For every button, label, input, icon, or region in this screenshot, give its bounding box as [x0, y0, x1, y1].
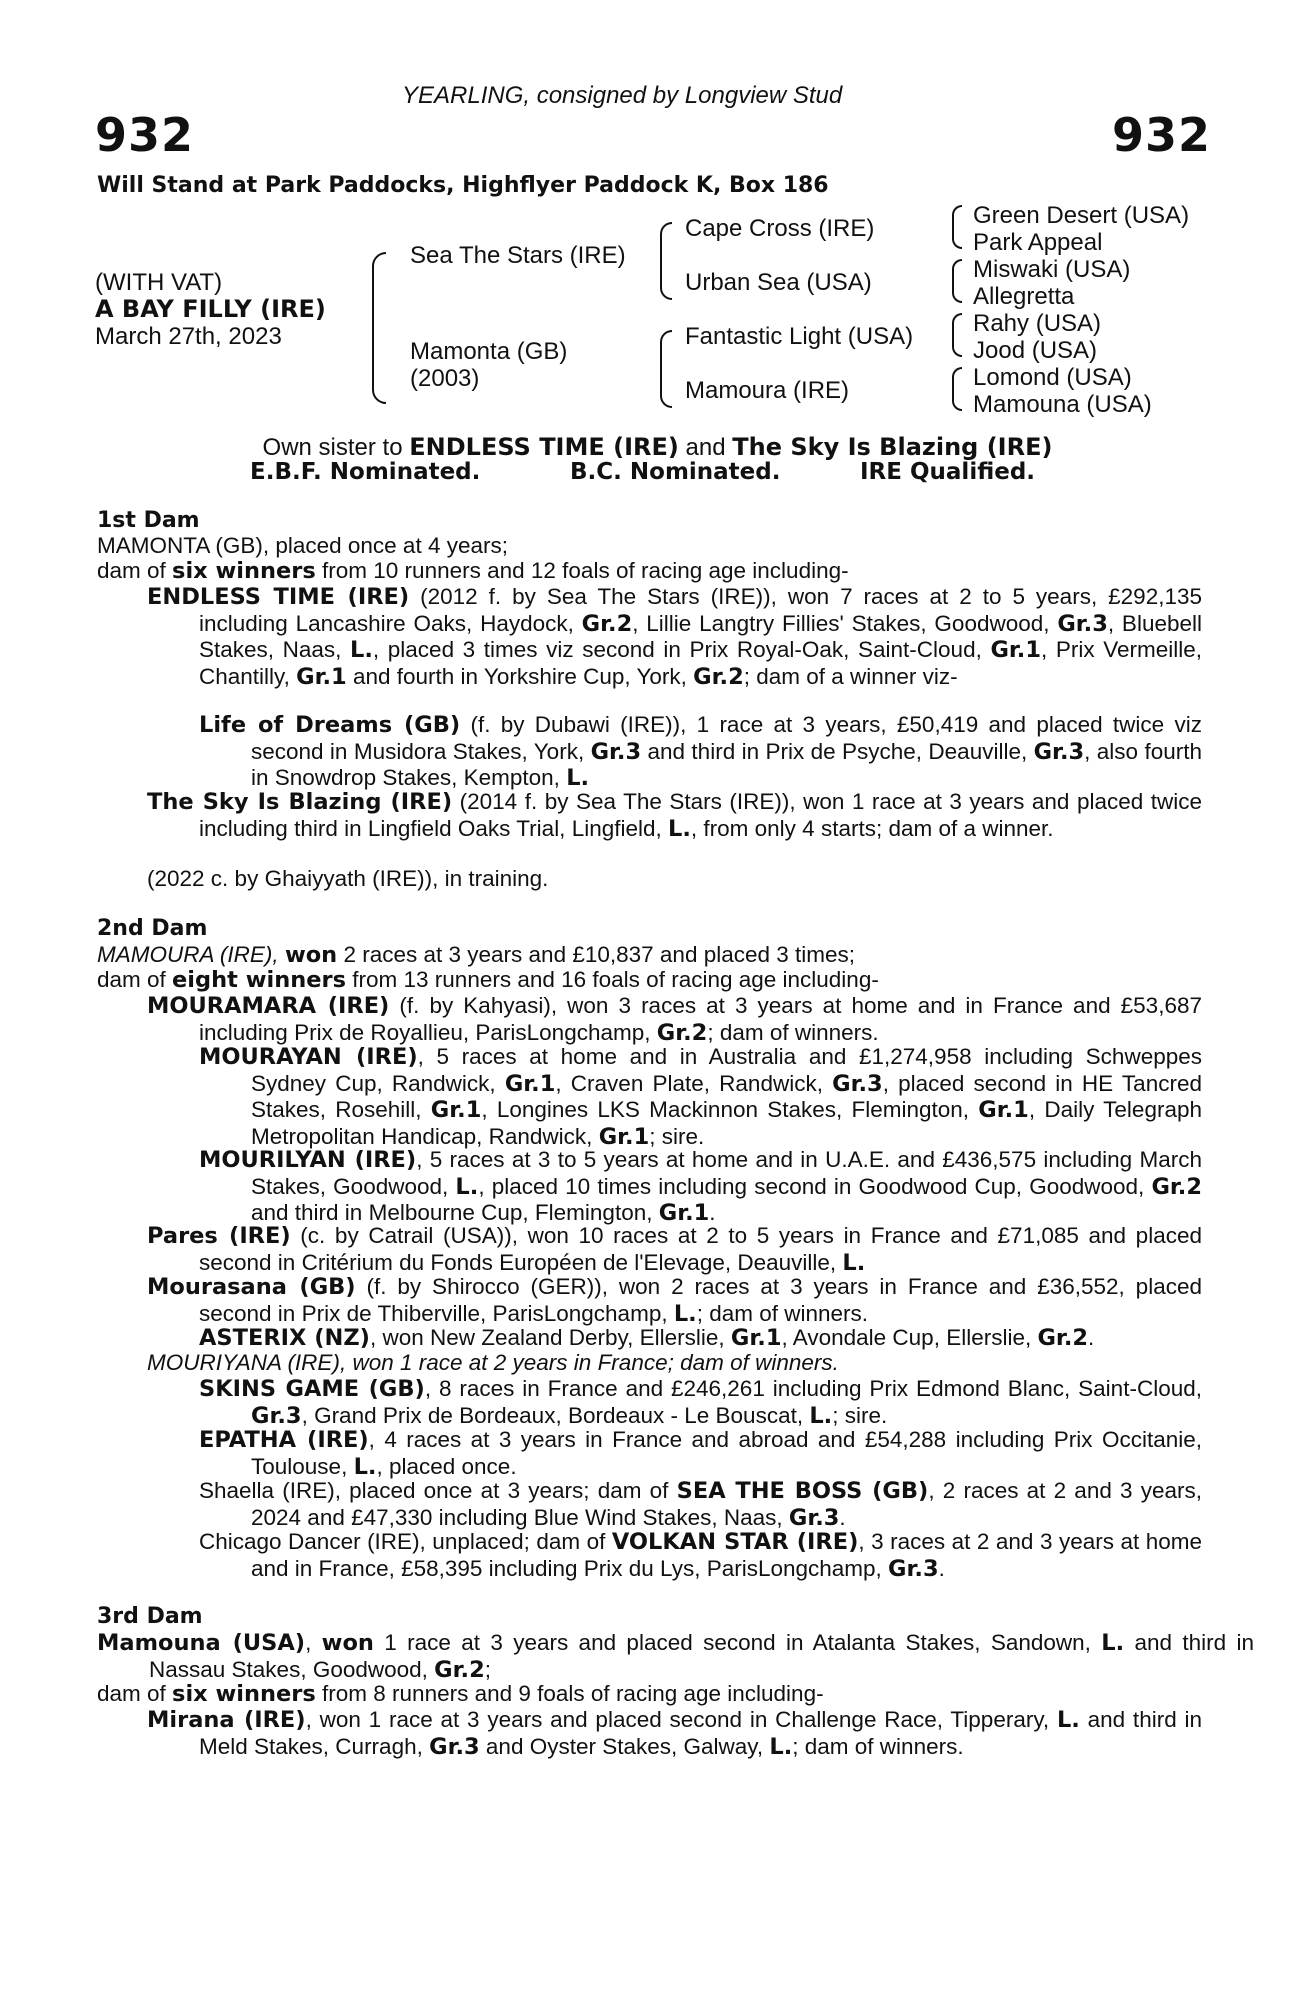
pedigree-dam: Mamonta (GB) [410, 338, 568, 365]
pedigree-g3-4: Allegretta [973, 283, 1075, 310]
progeny-chicago-dancer [199, 1529, 1202, 1582]
text-run: , [305, 1630, 322, 1655]
text-run: (f. by Dubawi (IRE)), 1 race at 3 years, £50,419 and placed twice viz second in Musidora Stakes, York, [251, 712, 1202, 764]
pedigree-sire-dam: Urban Sea (USA) [685, 269, 872, 296]
pares-name: Pares (IRE) [147, 1223, 291, 1249]
text-run: and fourth in Yorkshire Cup, York, [346, 663, 694, 689]
grade-badge: L. [668, 815, 691, 842]
grade-badge: L. [769, 1733, 793, 1760]
horse-name: A BAY FILLY (IRE) [95, 295, 326, 323]
text-run: 2 races at 3 years and £10,837 and placed 3 times; [337, 942, 856, 967]
text-run: , placed 3 times viz second in Prix Royal-Oak, Saint-Cloud, [372, 637, 991, 663]
mourayan-name: MOURAYAN (IRE) [199, 1044, 418, 1070]
text-run: , won 1 race at 2 years in France; dam of winners. [339, 1350, 839, 1375]
grade-badge: Gr.1 [504, 1070, 556, 1097]
stand-location: Will Stand at Park Paddocks, Highflyer Paddock K, Box 186 [97, 173, 829, 198]
grade-badge: L. [809, 1402, 833, 1429]
text-run: ; sire. [649, 1123, 705, 1149]
pedigree-g3-7: Lomond (USA) [973, 364, 1132, 391]
pedigree-brace-dam [660, 330, 672, 408]
progeny-mourilyan [199, 1147, 1203, 1227]
text-run: , 3 races at 2 and 3 years at home and in France, £58,395 including Prix du Lys, ParisLongchamp, [251, 1529, 1202, 1581]
text-run: and Oyster Stakes, Galway, [479, 1733, 770, 1759]
skins-game-name: SKINS GAME (GB) [199, 1376, 425, 1402]
text-run: , also fourth in Snowdrop Stakes, Kempton, [251, 738, 1202, 791]
grade-badge: L. [1101, 1630, 1125, 1656]
text-run: , 8 races in France and £246,261 including Prix Edmond Blanc, Saint-Cloud, [424, 1376, 1202, 1401]
second-dam-summary [97, 967, 879, 994]
text-run: and third in Nassau Stakes, Goodwood, [149, 1630, 1254, 1682]
grade-badge: L. [353, 1453, 377, 1480]
consigned-line: YEARLING, consigned by Longview Stud [402, 82, 843, 109]
progeny-shaella [199, 1478, 1202, 1531]
text-run: (2014 f. by Sea The Stars (IRE)), won 1 race at 3 years and placed twice including third in Lingfield Oaks Trial, Lingfield, [199, 789, 1202, 841]
vat-note: (WITH VAT) [95, 269, 223, 296]
text-run: , placed once. [376, 1453, 517, 1479]
pedigree-dam-dam: Mamoura (IRE) [685, 377, 850, 404]
grade-badge: Gr.3 [590, 738, 642, 765]
ire-qualified: IRE Qualified. [860, 459, 1036, 485]
mourasana-name: Mourasana (GB) [147, 1274, 356, 1300]
text-run: , Lillie Langtry Fillies' Stakes, Goodwood, [632, 610, 1058, 636]
text-run: (2012 f. by Sea The Stars (IRE)), won 7 races at 2 to 5 years, £292,135 including Lancashire Oaks, Haydock, [199, 584, 1202, 636]
mouriyana-name: MOURIYANA (IRE) [147, 1350, 340, 1375]
volkan-star-name: VOLKAN STAR (IRE) [611, 1529, 859, 1555]
grade-badge: Gr.2 [656, 1019, 708, 1046]
mouramara-name: MOURAMARA (IRE) [147, 993, 390, 1019]
chicago-dancer-text: Chicago Dancer (IRE), unplaced; dam of [199, 1529, 612, 1554]
progeny-life-of-dreams [199, 712, 1202, 792]
text-run: ; dam of a winner viz- [743, 663, 958, 689]
grade-badge: Gr.2 [1037, 1325, 1089, 1351]
text-run: , Daily Telegraph Metropolitan Handicap, Randwick, [251, 1097, 1202, 1149]
second-dam-intro [97, 942, 855, 969]
own-sister-line [0, 433, 1315, 462]
pedigree-brace-sd [952, 259, 962, 303]
pedigree-g3-3: Miswaki (USA) [973, 256, 1131, 283]
grade-badge: L. [673, 1300, 697, 1327]
text-run: ; [484, 1656, 491, 1682]
text-run: , from only 4 starts; dam of a winner. [690, 815, 1054, 841]
sea-the-boss-name: SEA THE BOSS (GB) [676, 1478, 929, 1504]
lot-number-right: 932 [1112, 108, 1212, 162]
fd-summary-c: from 10 runners and 12 foals of racing age including- [315, 558, 849, 583]
text-run: from 13 runners and 16 foals of racing age including- [346, 967, 879, 992]
text-run: , 5 races at 3 to 5 years at home and in U.A.E. and £436,575 including March Stakes, Goodwood, [251, 1147, 1202, 1199]
grade-badge: Gr.3 [429, 1733, 480, 1760]
pedigree-dam-sire: Fantastic Light (USA) [685, 323, 914, 350]
text-run: , placed 10 times including second in Goodwood Cup, Goodwood, [478, 1173, 1152, 1199]
shaella-text: Shaella (IRE), placed once at 3 years; dam of [199, 1478, 677, 1503]
own-sister-and: and [678, 434, 733, 461]
progeny-mourayan [199, 1044, 1202, 1150]
endless-time-name: ENDLESS TIME (IRE) [147, 584, 410, 610]
pedigree-g3-5: Rahy (USA) [973, 310, 1102, 337]
life-of-dreams-name: Life of Dreams (GB) [199, 712, 461, 738]
td-summary-winners: six winners [172, 1681, 316, 1707]
pedigree-brace-sire [660, 222, 672, 300]
text-run: . [1088, 1325, 1095, 1350]
won-label: won [284, 942, 338, 968]
grade-badge: L. [566, 765, 590, 792]
progeny-mouriyana [147, 1350, 839, 1376]
pedigree-brace-ds [952, 313, 962, 357]
text-run: , Prix Vermeille, Chantilly, [199, 637, 1202, 689]
won-label: won [321, 1630, 374, 1656]
text-run: ; dam of winners. [696, 1300, 869, 1326]
first-dam-intro: MAMONTA (GB), placed once at 4 years; [97, 533, 508, 558]
own-sister-name-1: ENDLESS TIME (IRE) [409, 433, 679, 461]
mamouna-name: Mamouna (USA) [97, 1630, 306, 1656]
grade-badge: Gr.1 [296, 663, 347, 690]
fd-summary-a: dam of [97, 558, 173, 583]
text-run: , Longines LKS Mackinnon Stakes, Flemington, [481, 1097, 979, 1123]
grade-badge: Gr.3 [1057, 610, 1108, 637]
grade-badge: L. [1056, 1707, 1080, 1733]
text-run: (f. by Kahyasi), won 3 races at 3 years at home and in France and £53,687 including Prix de Royallieu, ParisLongchamp, [199, 993, 1202, 1045]
pedigree-sire: Sea The Stars (IRE) [410, 242, 626, 269]
text-run: . [709, 1200, 716, 1226]
asterix-name: ASTERIX (NZ) [199, 1325, 370, 1351]
progeny-endless-time [147, 584, 1202, 690]
pedigree-brace-ss [952, 205, 962, 249]
text-run: , placed second in HE Tancred Stakes, Rosehill, [251, 1070, 1202, 1123]
grade-badge: Gr.3 [251, 1402, 302, 1429]
text-run: dam of [97, 967, 173, 992]
sd-summary-winners: eight winners [172, 967, 347, 993]
horse-dob: March 27th, 2023 [95, 323, 282, 350]
text-run: , Avondale Cup, Ellerslie, [781, 1325, 1038, 1350]
lot-number-left: 932 [95, 108, 195, 162]
text-run: , 5 races at home and in Australia and £1,274,958 including Schweppes Sydney Cup, Randwick, [251, 1044, 1202, 1096]
text-run: , won New Zealand Derby, Ellerslie, [369, 1325, 731, 1350]
grade-badge: Gr.1 [658, 1200, 710, 1227]
grade-badge: Gr.3 [788, 1504, 840, 1531]
progeny-pares [147, 1223, 1202, 1276]
epatha-name: EPATHA (IRE) [199, 1427, 369, 1453]
text-run: ; dam of winners. [792, 1733, 964, 1759]
pedigree-g3-1: Green Desert (USA) [973, 202, 1190, 229]
text-run: , Bluebell Stakes, Naas, [199, 610, 1202, 663]
text-run: and third in Melbourne Cup, Flemington, [251, 1200, 659, 1226]
pedigree-g3-6: Jood (USA) [973, 337, 1098, 364]
grade-badge: Gr.3 [888, 1555, 939, 1582]
progeny-2022-colt: (2022 c. by Ghaiyyath (IRE)), in training. [147, 866, 549, 891]
progeny-mirana [147, 1707, 1202, 1760]
pedigree-g3-2: Park Appeal [973, 229, 1103, 256]
first-dam-summary [97, 558, 849, 585]
pedigree-g3-8: Mamouna (USA) [973, 391, 1152, 418]
progeny-mourasana [147, 1274, 1202, 1327]
grade-badge: Gr.1 [730, 1325, 782, 1351]
progeny-mouramara [147, 993, 1202, 1046]
sky-is-blazing-name: The Sky Is Blazing (IRE) [147, 789, 453, 815]
second-dam-heading: 2nd Dam [97, 916, 208, 941]
text-run: and third in Prix de Psyche, Deauville, [641, 738, 1034, 764]
text-run: . [839, 1504, 846, 1530]
third-dam-summary [97, 1681, 824, 1708]
text-run: . [938, 1555, 945, 1581]
text-run: , Grand Prix de Bordeaux, Bordeaux - Le Bouscat, [301, 1402, 810, 1428]
progeny-skins-game [199, 1376, 1202, 1429]
text-run: (c. by Catrail (USA)), won 10 races at 2 to 5 years in France and £71,085 and placed second in Critérium du Fonds Européen de l'Elevage, Deauville, [199, 1223, 1202, 1275]
text-run: ; dam of winners. [707, 1019, 879, 1045]
text-run: , [272, 942, 285, 967]
mourilyan-name: MOURILYAN (IRE) [199, 1147, 417, 1173]
grade-badge: L. [842, 1249, 866, 1276]
first-dam-heading: 1st Dam [97, 508, 200, 533]
progeny-asterix [199, 1325, 1094, 1352]
grade-badge: Gr.1 [990, 637, 1041, 664]
grade-badge: Gr.2 [693, 663, 744, 690]
grade-badge: Gr.1 [598, 1123, 650, 1150]
text-run: , won 1 race at 3 years and placed second in Challenge Race, Tipperary, [305, 1707, 1057, 1732]
mirana-name: Mirana (IRE) [147, 1707, 306, 1733]
bc-nominated: B.C. Nominated. [570, 459, 781, 485]
grade-badge: Gr.2 [1151, 1173, 1203, 1200]
pedigree-dam-year: (2003) [410, 365, 480, 392]
text-run: , Craven Plate, Randwick, [555, 1070, 833, 1096]
grade-badge: Gr.1 [430, 1097, 482, 1124]
progeny-epatha [199, 1427, 1202, 1480]
own-sister-name-2: The Sky Is Blazing (IRE) [732, 433, 1053, 461]
grade-badge: Gr.2 [434, 1656, 485, 1683]
pedigree-brace-dd [952, 367, 962, 411]
third-dam-intro [97, 1630, 1254, 1683]
text-run: and third in Meld Stakes, Curragh, [199, 1707, 1202, 1759]
own-sister-prefix: Own sister to [262, 434, 410, 461]
text-run: , 4 races at 3 years in France and abroad and £54,288 including Prix Occitanie, Toulouse, [251, 1427, 1202, 1479]
text-run: from 8 runners and 9 foals of racing age including- [315, 1681, 824, 1706]
ebf-nominated: E.B.F. Nominated. [250, 459, 481, 485]
grade-badge: Gr.3 [832, 1070, 883, 1097]
text-run: , 2 races at 2 and 3 years, 2024 and £47,330 including Blue Wind Stakes, Naas, [251, 1478, 1202, 1530]
text-run: 1 race at 3 years and placed second in Atalanta Stakes, Sandown, [373, 1630, 1102, 1655]
text-run: dam of [97, 1681, 173, 1706]
pedigree-sire-sire: Cape Cross (IRE) [685, 215, 875, 242]
grade-badge: L. [350, 637, 373, 664]
progeny-sky-is-blazing [147, 789, 1202, 842]
grade-badge: Gr.3 [1033, 738, 1085, 765]
grade-badge: Gr.2 [581, 610, 633, 637]
text-run: (f. by Shirocco (GER)), won 2 races at 3 years in France and £36,552, placed second in Prix de Thiberville, ParisLongchamp, [199, 1274, 1202, 1326]
grade-badge: L. [455, 1173, 479, 1200]
text-run: ; sire. [832, 1402, 888, 1428]
third-dam-heading: 3rd Dam [97, 1604, 203, 1629]
pedigree-brace-main [372, 252, 386, 404]
fd-summary-winners: six winners [172, 558, 316, 584]
grade-badge: Gr.1 [978, 1097, 1029, 1124]
mamoura-name: MAMOURA (IRE) [97, 942, 273, 967]
